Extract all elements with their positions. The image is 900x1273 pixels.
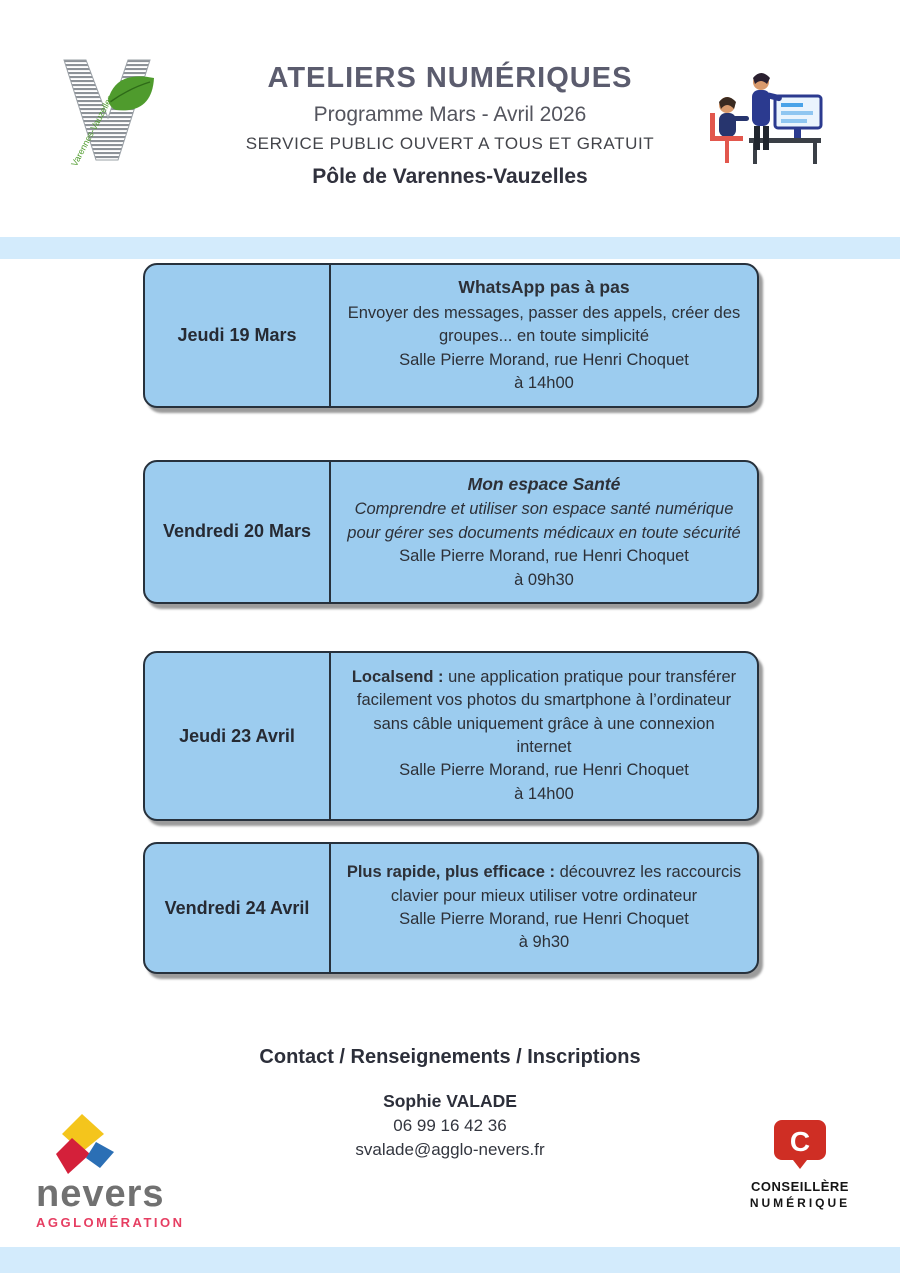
nevers-wordmark: nevers [36, 1173, 165, 1215]
desk-leg [813, 143, 817, 164]
nevers-pinwheel-icon [48, 1112, 126, 1176]
workshop-time: à 09h30 [514, 570, 574, 589]
badge-initial: C [789, 1126, 811, 1157]
contact-name: Sophie VALADE [383, 1091, 517, 1111]
conseillere-label: CONSEILLÈRE [751, 1179, 849, 1194]
screen-line [781, 111, 813, 115]
programme-subtitle: Programme Mars - Avril 2026 [313, 103, 587, 126]
logo-varennes-text: Varennes-Vauzelles [69, 93, 116, 169]
workshop-title-inline: Localsend : [351, 667, 444, 686]
workshop-description [345, 666, 743, 760]
contact-heading: Contact / Renseignements / Inscriptions [259, 1046, 641, 1068]
workshop-location: Salle Pierre Morand, rue Henri Choquet [399, 547, 689, 566]
workshop-card-4 [143, 842, 759, 974]
workshop-title: Mon espace Santé [467, 473, 621, 494]
workshop-location: Salle Pierre Morand, rue Henri Choquet [399, 350, 689, 369]
workshop-location: Salle Pierre Morand, rue Henri Choquet [399, 910, 689, 929]
page-title: ATELIERS NUMÉRIQUES [267, 62, 633, 94]
chair-leg [725, 141, 729, 163]
screen-line [781, 103, 803, 107]
workshop-time: à 14h00 [514, 374, 574, 393]
workshop-date: Jeudi 19 Mars [145, 265, 331, 406]
workshop-title: WhatsApp pas à pas [458, 277, 630, 297]
top-blue-band [0, 237, 900, 259]
workshop-title-inline: Plus rapide, plus efficace : [346, 863, 555, 882]
bottom-blue-band [0, 1247, 900, 1273]
agglomeration-wordmark: AGGLOMÉRATION [36, 1215, 185, 1230]
workshop-date: Jeudi 23 Avril [145, 653, 331, 819]
chair-seat [713, 136, 743, 141]
screen-line [781, 119, 807, 123]
workshop-description [345, 861, 743, 908]
workshop-card-3 [143, 651, 759, 821]
workshop-details [331, 265, 757, 406]
chair-back [710, 113, 715, 141]
workshop-illustration [695, 60, 827, 166]
workshop-details [331, 844, 757, 972]
workshop-description-text: une application pratique pour transférer facilement vos photos du smartphone à l’ordinateur sans câble uniquement grâce à une connexion internet [356, 667, 737, 757]
workshop-description: Envoyer des messages, passer des appels, créer des groupes... en toute simplicité [347, 303, 741, 346]
workshop-description-text: découvrez les raccourcis clavier pour mieux utiliser votre ordinateur [390, 863, 742, 905]
workshop-card-2 [143, 460, 759, 605]
workshop-time: à 9h30 [518, 933, 570, 952]
workshop-details [331, 462, 757, 603]
monitor-stand [794, 128, 801, 138]
workshop-date: Vendredi 24 Avril [145, 844, 331, 972]
nevers-agglomeration-logo [36, 1112, 236, 1230]
pole-location: Pôle de Varennes-Vauzelles [312, 165, 588, 188]
numerique-label: NUMÉRIQUE [749, 1196, 851, 1210]
conseillere-numerique-logo [738, 1118, 862, 1210]
pinwheel-blue [86, 1142, 114, 1168]
person-leg [763, 126, 769, 150]
conseillere-badge-icon [772, 1118, 828, 1170]
person-leg [754, 126, 760, 150]
workshop-location: Salle Pierre Morand, rue Henri Choquet [399, 761, 689, 780]
contact-phone: 06 99 16 42 36 [393, 1116, 507, 1135]
workshop-date: Vendredi 20 Mars [145, 462, 331, 603]
person-body [719, 113, 736, 137]
workshop-description: Comprendre et utiliser son espace santé numérique pour gérer ses documents médicaux en toute sécurité [347, 500, 741, 542]
person-arm [733, 116, 749, 121]
workshop-list [143, 263, 759, 974]
workshop-time: à 14h00 [514, 784, 574, 803]
service-public-line: SERVICE PUBLIC OUVERT A TOUS ET GRATUIT [245, 134, 655, 153]
contact-email: svalade@agglo-nevers.fr [355, 1140, 545, 1159]
workshop-card-1 [143, 263, 759, 408]
workshop-details [331, 653, 757, 819]
